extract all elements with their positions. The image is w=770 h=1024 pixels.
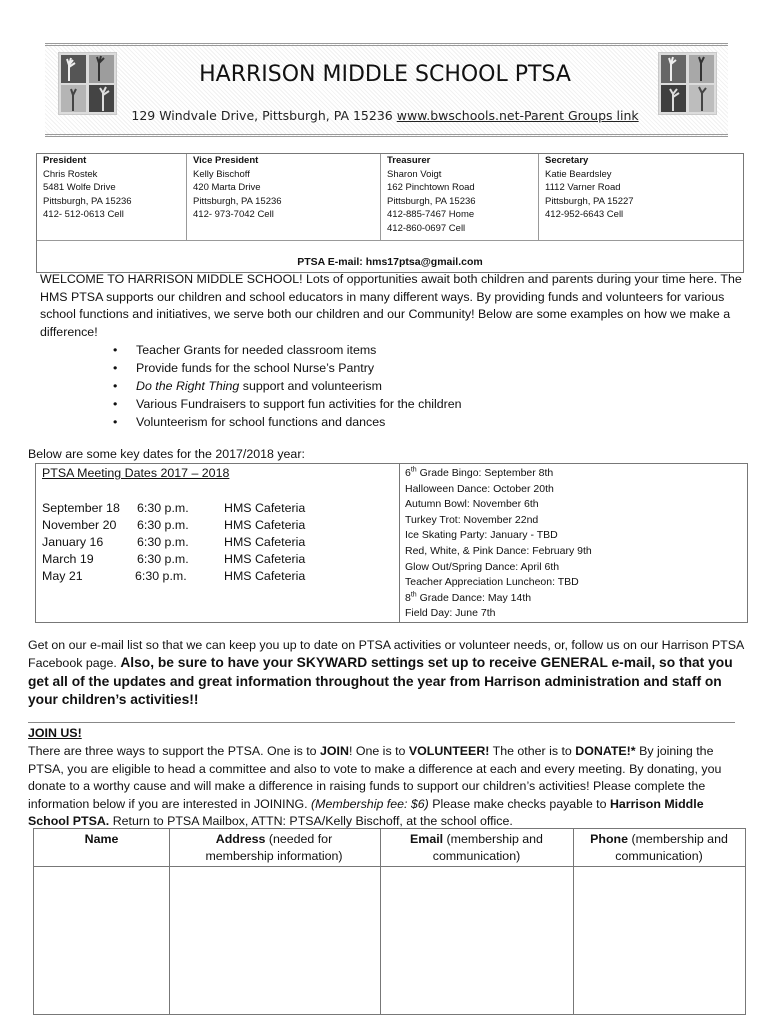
join-text: The other is to (489, 744, 576, 758)
phone-field[interactable] (574, 867, 744, 1012)
event-grade-number: 8 (405, 591, 411, 604)
meeting-place: HMS Cafeteria (224, 552, 306, 566)
meeting-date: September 18 (42, 501, 120, 515)
join-text: There are three ways to support the PTSA. One is to (28, 744, 321, 758)
join-word: JOIN (320, 744, 349, 758)
school-address (0, 108, 770, 123)
officer-line: 1112 Varner Road (545, 182, 621, 194)
event-item: Red, White, & Pink Dance: February 9th (405, 544, 592, 557)
officer-line: 162 Pinchtown Road (387, 182, 475, 194)
header-rest: (membership and communication) (432, 832, 543, 864)
officer-line: Katie Beardsley (545, 168, 612, 180)
officer-line: 412-952-6643 Cell (545, 209, 624, 221)
meeting-row (42, 501, 372, 518)
meeting-row (42, 552, 372, 569)
join-text: Return to PTSA Mailbox, ATTN: PTSA/Kelly Bischoff, at the school office. (109, 814, 513, 829)
meeting-time: 6:30 p.m. (137, 535, 189, 549)
header-bold: Email (410, 832, 444, 846)
email-list-text: Get on our e-mail list so that we can keep you up to date on PTSA activities or volunteer needs, or, follow us on our Harrison PTSA Facebook page. (28, 638, 744, 671)
page-title: HARRISON MIDDLE SCHOOL PTSA (199, 62, 571, 87)
list-item (113, 377, 462, 395)
officer-line: 5481 Wolfe Drive (43, 182, 116, 194)
header-bold: Address (215, 832, 266, 846)
officer-line: 412- 512-0613 Cell (43, 209, 124, 221)
officer-treasurer (381, 154, 539, 240)
event-item: Ice Skating Party: January - TBD (405, 529, 558, 542)
skyward-notice: Also, be sure to have your SKYWARD settings set up to receive GENERAL e-mail, so that you get all of the updates and great information throughout the year from Harrison administration and staff on your children’s activities!! (28, 655, 733, 708)
website-link[interactable]: www.bwschools.net-Parent Groups link (396, 108, 639, 123)
header-rest: (membership and communication) (615, 832, 728, 864)
officer-line: Pittsburgh, PA 15236 (193, 195, 282, 207)
officer-line: Kelly Bischoff (193, 168, 250, 180)
meeting-date: January 16 (42, 535, 104, 549)
meeting-place: HMS Cafeteria (224, 535, 306, 549)
meeting-date: March 19 (42, 552, 94, 566)
section-divider (28, 722, 735, 723)
street-address: 129 Windvale Drive, Pittsburgh, PA 15236 (131, 108, 397, 123)
ptsa-email: PTSA E-mail: hms17ptsa@gmail.com (297, 256, 483, 268)
meeting-place: HMS Cafeteria (224, 518, 306, 532)
table-divider (399, 464, 400, 622)
do-the-right-thing-text: Do the Right Thing (136, 379, 240, 393)
payee-name: Harrison Middle School PTSA. (28, 796, 704, 829)
welcome-paragraph: WELCOME TO HARRISON MIDDLE SCHOOL! Lots of opportunities await both children and parents during your time here. The HMS PTSA supports our children and school educators in many different ways. By providing funds and volunteers for various school functions and initiatives, we serve both our children and our Community! Below are some examples on how we make a difference! (40, 272, 742, 339)
event-grade-number: 6 (405, 467, 411, 479)
membership-form-table (33, 828, 746, 1015)
membership-fee: (Membership fee: $6) (311, 796, 429, 811)
meeting-time: 6:30 p.m. (137, 501, 189, 515)
officers-divider (37, 240, 743, 241)
event-item: Field Day: June 7th (405, 607, 496, 620)
meeting-row (42, 518, 372, 535)
officer-line: Pittsburgh, PA 15236 (387, 195, 476, 207)
join-paragraph (28, 743, 744, 831)
event-item: Glow Out/Spring Dance: April 6th (405, 560, 560, 573)
officer-role: Treasurer (387, 155, 431, 166)
join-text: ! One is to (348, 744, 409, 758)
meeting-date: November 20 (42, 518, 117, 532)
event-item (405, 591, 592, 607)
email-list-paragraph (28, 637, 744, 710)
ordinal-suffix: th (410, 591, 417, 599)
address-field[interactable] (170, 867, 379, 1012)
meeting-time: 6:30 p.m. (137, 518, 189, 532)
event-text: Grade Dance: May 14th (416, 591, 532, 604)
officers-table (36, 153, 744, 273)
event-text: Grade Bingo: September 8th (416, 467, 554, 479)
email-column-header (380, 831, 573, 866)
phone-column-header (573, 831, 745, 866)
meeting-place: HMS Cafeteria (224, 569, 306, 583)
officer-line: 412-860-0697 Cell (387, 222, 466, 234)
meeting-row (42, 569, 372, 586)
events-list (405, 466, 592, 622)
event-item: Autumn Bowl: November 6th (405, 498, 539, 511)
meeting-time: 6:30 p.m. (135, 569, 187, 583)
officer-secretary (539, 154, 735, 240)
list-item-text: support and volunteerism (242, 379, 382, 393)
list-item: • Teacher Grants for needed classroom items (113, 341, 462, 359)
ordinal-suffix: th (410, 466, 417, 474)
list-item: • Volunteerism for school functions and dances (113, 413, 462, 431)
officer-role: Secretary (545, 155, 589, 166)
key-dates-intro: Below are some key dates for the 2017/2018 year: (28, 447, 305, 461)
key-dates-table (35, 463, 748, 623)
officer-line: 412-885-7467 Home (387, 209, 475, 221)
officer-line: Pittsburgh, PA 15236 (43, 195, 132, 207)
name-column-header: Name (84, 832, 119, 846)
header-bold: Phone (590, 832, 628, 846)
join-text: By joining the PTSA, you are eligible to head a committee and also to vote to make a difference at each and every meeting. By donating, you donate to a worthy cause and will make a difference in raising funds to support our children’s activities! Please complete the information below if you are interested in JOINING. (28, 744, 722, 811)
officer-line: Sharon Voigt (387, 168, 442, 180)
event-item: Teacher Appreciation Luncheon: TBD (405, 576, 579, 589)
officer-role: Vice President (193, 155, 259, 166)
officer-line: 412- 973-7042 Cell (193, 209, 274, 221)
officer-president (37, 154, 187, 240)
list-item: • Various Fundraisers to support fun activities for the children (113, 395, 462, 413)
join-us-heading: JOIN US! (28, 726, 82, 740)
officer-vice-president (187, 154, 381, 240)
email-field[interactable] (381, 867, 572, 1012)
officer-role: President (43, 155, 87, 166)
meeting-dates-title: PTSA Meeting Dates 2017 – 2018 (42, 466, 230, 480)
meeting-row (42, 535, 372, 552)
name-field[interactable] (35, 867, 168, 1012)
meeting-place: HMS Cafeteria (224, 501, 306, 515)
officer-line: Chris Rostek (43, 168, 98, 180)
event-item: Halloween Dance: October 20th (405, 482, 554, 495)
examples-list (113, 341, 462, 431)
officer-line: 420 Marta Drive (193, 182, 261, 194)
volunteer-word: VOLUNTEER! (408, 744, 490, 758)
event-item: Turkey Trot: November 22nd (405, 513, 539, 526)
officer-line: Pittsburgh, PA 15227 (545, 195, 634, 207)
list-item: • Provide funds for the school Nurse’s Pantry (113, 359, 462, 377)
event-item (405, 466, 592, 482)
donate-word: DONATE!* (575, 744, 636, 758)
meeting-time: 6:30 p.m. (137, 552, 189, 566)
address-column-header (184, 831, 364, 866)
meeting-date: May 21 (42, 569, 83, 583)
header-rest: (needed for membership information) (205, 832, 343, 864)
join-text: Please make checks payable to (428, 796, 610, 811)
